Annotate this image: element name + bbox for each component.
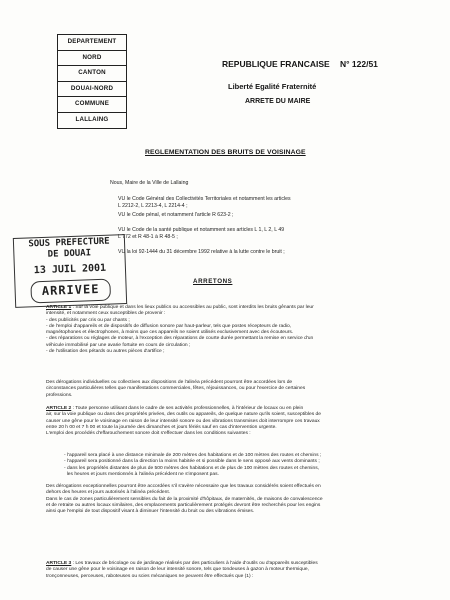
- article-label: ARTICLE 2: [46, 406, 72, 411]
- list-item: - l'appareil sera placé à une distance minimale de 200 mètres des habitations et de 100 mètres des routes et chemins ;: [64, 453, 322, 458]
- national-motto: Liberté Egalité Fraternité: [228, 82, 317, 91]
- list-item: - dans les propriétés distantes de plus de 500 mètres des habitations et de plus de 100 mètres des routes et chemins,: [64, 465, 320, 471]
- article-line: - de l'utilisation des pétards ou autres pièces d'artifice ;: [46, 349, 165, 355]
- article-line: intensité, et notamment ceux susceptibles de provenir :: [46, 311, 166, 317]
- vu-line: VU le Code Général des Collectivités Territoriales et notamment les articles: [118, 196, 291, 202]
- stamp-status: ARRIVEE: [41, 281, 100, 298]
- vu-line: L 2212-2, L 2213-4, L 2214-4 ;: [118, 203, 188, 209]
- conditions-list: [64, 453, 404, 478]
- article-line: - des publicités par cris ou par chants ;: [46, 317, 130, 323]
- article-line: de causer une gêne pour le voisinage en raison de leur intensité sonore, tels que tondeuses à gazon à moteur thermique,: [46, 567, 309, 573]
- article-label: ARTICLE 3: [46, 561, 72, 566]
- article-line: Des dérogations exceptionnelles pourront être accordées s'il s'avère nécessaire que les travaux considérés soient effectués en: [46, 484, 321, 489]
- list-item-text: l'appareil sera placé à une distance minimale de 200 mètres des habitations et de 100 mètres des routes et chemins ;: [67, 453, 322, 458]
- article-line: professions.: [46, 392, 73, 398]
- dept-cell: DOUAI-NORD: [58, 82, 126, 98]
- document-title: REGLEMENTATION DES BRUITS DE VOISINAGE: [145, 149, 306, 156]
- article-line: air, sur la voie publique ou dans des propriétés privées, des outils ou appareils, de quelque nature qu'ils soient, susceptibles de: [46, 412, 321, 418]
- list-item-text: les heures et jours mentionnés à l'alinéa précédent ne s'imposent pas.: [66, 471, 219, 477]
- vu-clause: VU la loi 92-1444 du 31 décembre 1992 relative à la lutte contre le bruit ;: [118, 249, 285, 255]
- stamp-city: DE DOUAI: [47, 248, 92, 260]
- mayor-line: Nous, Maire de la Ville de Lallaing: [110, 180, 189, 186]
- dept-cell: LALLAING: [75, 115, 109, 123]
- article-1: [46, 305, 404, 355]
- article-text: : Sur la voie publique et dans les lieux publics ou accessibles au public, sont interdits les bruits gênants par leur: [72, 305, 314, 310]
- article-line: causer une gêne pour le voisinage en raison de leur intensité sonore ou des vibrations transmises doit interrompre ces travaux: [46, 418, 320, 424]
- dept-cell: CANTON: [58, 66, 126, 82]
- arrete-heading: ARRETE DU MAIRE: [245, 98, 311, 105]
- arretons-heading: ARRETONS: [193, 278, 233, 285]
- list-item-text: dans les propriétés distantes de plus de 500 mètres des habitations et de plus de 100 mètres des routes et chemins,: [67, 465, 320, 471]
- list-item: [64, 472, 404, 478]
- article-line: entre 20 h 00 et 7 h 00 et toute la journée des dimanches et jours fériés sauf en cas d'intervention urgente.: [46, 424, 277, 430]
- vu-line: VU le Code de la santé publique et notamment ses articles L 1, L 2, L 49: [118, 227, 285, 233]
- stamp-date: 13 JUIL 2001: [33, 262, 107, 277]
- vu-clause: [118, 196, 291, 210]
- department-table: [57, 34, 127, 129]
- article-line: magnétophones et électrophones, à moins que ces appareils ne soient utilisés exclusivement avec des écouteurs.: [46, 330, 294, 336]
- article-line: - des réparations ou réglages de moteur, à l'exception des réparations de courte durée permettant la remise en service d'un: [46, 336, 314, 342]
- dept-cell: COMMUNE: [58, 97, 126, 113]
- article-line: Dans le cas de zones particulièrement sensibles du fait de la proximité d'hôpitaux, de maternités, de maisons de convalescence: [46, 496, 323, 502]
- article-line: L'emploi des procédés d'effarouchement sonore doit s'effectuer dans les conditions suivantes :: [46, 431, 251, 437]
- article-3: [46, 561, 404, 580]
- dept-cell: DEPARTEMENT: [58, 35, 126, 51]
- article-line: Des dérogations individuelles ou collectives aux dispositions de l'alinéa précédent pourront être accordées lors de: [46, 380, 293, 385]
- vu-clause: VU le Code pénal, et notamment l'article R 623-2 ;: [118, 212, 234, 218]
- vu-line: L 772 et R 48-1 à R 48-5 ;: [118, 234, 178, 240]
- article-2: [46, 406, 404, 437]
- article-line: tronçonneuses, perceuses, raboteuses ou scies mécaniques ne peuvent être effectués que (1) :: [46, 573, 254, 579]
- article-line: circonstances particulières telles que manifestations commerciales, fêtes, réjouissances, ou pour l'exercice de certaines: [46, 386, 306, 392]
- exception-paragraph: [46, 484, 404, 515]
- republic-heading: REPUBLIQUE FRANCAISE: [222, 59, 330, 69]
- article-line: véhicule immobilisé par une avarie fortuite en cours de circulation ;: [46, 342, 191, 348]
- list-item-text: l'appareil sera positionné dans la direction la moins habitée et si possible dans le sens opposé aux vents dominants ;: [67, 459, 320, 465]
- stamp-office: SOUS PREFECTURE: [28, 236, 110, 250]
- article-line: et de retraite ou autres locaux similaires, des emplacements particulièrement protégés devront être recherchés pour les engins: [46, 502, 321, 508]
- article-text: : Toute personne utilisant dans le cadre de ses activités professionnelles, à l'intérieur de locaux ou en plein: [72, 406, 304, 411]
- article-label: ARTICLE 1: [46, 305, 72, 310]
- dept-cell: NORD: [58, 51, 126, 67]
- decree-number: N° 122/51: [340, 59, 378, 69]
- vu-clause: [118, 227, 284, 241]
- article-line: - de l'emploi d'appareils et de dispositifs de diffusion sonore par haut-parleur, tels que postes récepteurs de radio,: [46, 323, 292, 329]
- article-line: ainsi que l'emploi de tout dispositif visant à diminuer l'intensité du bruit ou des vibrations émises.: [46, 509, 255, 515]
- reception-stamp: [13, 234, 127, 308]
- list-item: - l'appareil sera positionné dans la direction la moins habitée et si possible dans le sens opposé aux vents dominants ;: [64, 459, 320, 465]
- article-text: : Les travaux de bricolage ou de jardinage réalisés par des particuliers à l'aide d'outils ou d'appareils susceptibles: [72, 561, 318, 566]
- article-line: dehors des heures et jours autorisés à l'alinéa précédent.: [46, 490, 171, 496]
- derogation-paragraph: [46, 380, 404, 399]
